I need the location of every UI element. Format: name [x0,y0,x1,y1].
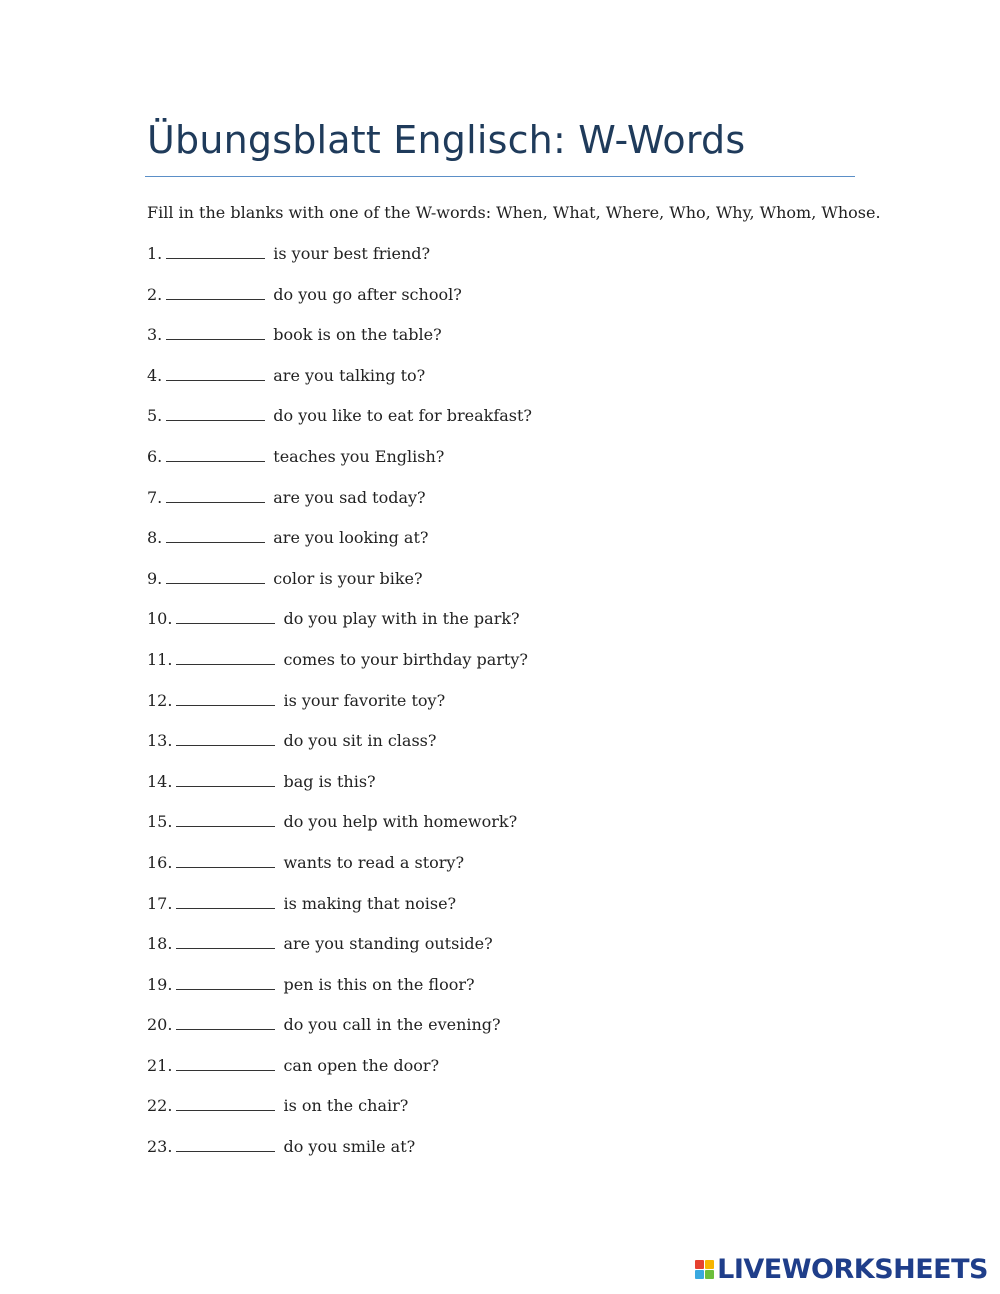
question-number: 6. [147,446,163,466]
question-item [147,933,532,974]
question-text: are you sad today? [273,487,426,507]
page-title: Übungsblatt Englisch: W-Words [147,118,746,162]
question-text: is on the chair? [283,1096,409,1116]
question-item [147,771,532,812]
question-number: 2. [147,284,163,304]
question-item [147,487,532,528]
question-text: do you like to eat for breakfast? [273,406,533,426]
question-number: 9. [147,568,163,588]
question-number: 14. [147,771,173,791]
question-text: do you call in the evening? [283,1015,501,1035]
question-item [147,608,532,649]
question-item [147,649,532,690]
question-number: 11. [147,649,173,669]
answer-blank[interactable] [166,527,265,543]
question-text: comes to your birthday party? [283,649,528,669]
answer-blank[interactable] [176,1014,275,1030]
question-number: 19. [147,974,173,994]
question-number: 13. [147,731,173,751]
question-number: 17. [147,893,173,913]
question-text: color is your bike? [273,568,423,588]
answer-blank[interactable] [176,811,275,827]
question-item [147,893,532,934]
question-number: 21. [147,1055,173,1075]
question-number: 16. [147,852,173,872]
liveworksheets-logo[interactable] [695,1254,988,1285]
question-number: 10. [147,609,173,629]
question-number: 15. [147,812,173,832]
answer-blank[interactable] [166,284,265,300]
question-text: are you talking to? [273,365,426,385]
question-item [147,852,532,893]
question-text: do you sit in class? [283,731,437,751]
answer-blank[interactable] [176,608,275,624]
question-item [147,811,532,852]
question-text: do you play with in the park? [283,609,520,629]
question-number: 1. [147,244,163,263]
answer-blank[interactable] [176,852,275,868]
answer-blank[interactable] [166,365,265,381]
question-item [147,730,532,771]
question-item [147,405,532,446]
question-number: 7. [147,487,163,507]
question-text: bag is this? [283,771,376,791]
question-text: is your favorite toy? [283,690,446,710]
instructions-text: Fill in the blanks with one of the W-words: When, What, Where, Who, Why, Whom, Whose. [147,203,881,222]
question-item [147,568,532,609]
question-number: 5. [147,406,163,426]
question-text: teaches you English? [273,446,445,466]
brand-label: LIVEWORKSHEETS [717,1254,988,1285]
question-item [147,446,532,487]
question-list [147,243,532,1177]
question-item [147,1055,532,1096]
answer-blank[interactable] [166,324,265,340]
question-text: do you smile at? [283,1137,416,1157]
answer-blank[interactable] [176,933,275,949]
answer-blank[interactable] [166,405,265,421]
question-text: do you help with homework? [283,812,518,832]
answer-blank[interactable] [176,771,275,787]
question-item [147,974,532,1015]
title-divider [145,176,855,177]
answer-blank[interactable] [176,649,275,665]
question-item [147,1136,532,1177]
question-number: 23. [147,1137,173,1157]
question-text: is your best friend? [273,244,431,263]
question-item [147,365,532,406]
question-item [147,284,532,325]
answer-blank[interactable] [176,690,275,706]
answer-blank[interactable] [176,1095,275,1111]
question-number: 8. [147,528,163,548]
question-number: 4. [147,365,163,385]
question-number: 12. [147,690,173,710]
question-item [147,1014,532,1055]
question-number: 18. [147,934,173,954]
question-number: 20. [147,1015,173,1035]
question-item [147,324,532,365]
question-text: book is on the table? [273,325,442,345]
question-text: wants to read a story? [283,852,465,872]
answer-blank[interactable] [176,1136,275,1152]
question-item [147,1095,532,1136]
question-item [147,243,532,284]
answer-blank[interactable] [176,893,275,909]
answer-blank[interactable] [166,568,265,584]
question-text: is making that noise? [283,893,457,913]
question-number: 22. [147,1096,173,1116]
answer-blank[interactable] [176,974,275,990]
question-item [147,690,532,731]
answer-blank[interactable] [166,487,265,503]
answer-blank[interactable] [166,243,265,259]
question-text: can open the door? [283,1055,440,1075]
answer-blank[interactable] [176,730,275,746]
question-text: do you go after school? [273,284,462,304]
question-item [147,527,532,568]
answer-blank[interactable] [176,1055,275,1071]
answer-blank[interactable] [166,446,265,462]
question-number: 3. [147,325,163,345]
question-text: are you looking at? [273,528,429,548]
question-text: are you standing outside? [283,934,493,954]
liveworksheets-logo-icon [695,1260,714,1279]
question-text: pen is this on the floor? [283,974,475,994]
